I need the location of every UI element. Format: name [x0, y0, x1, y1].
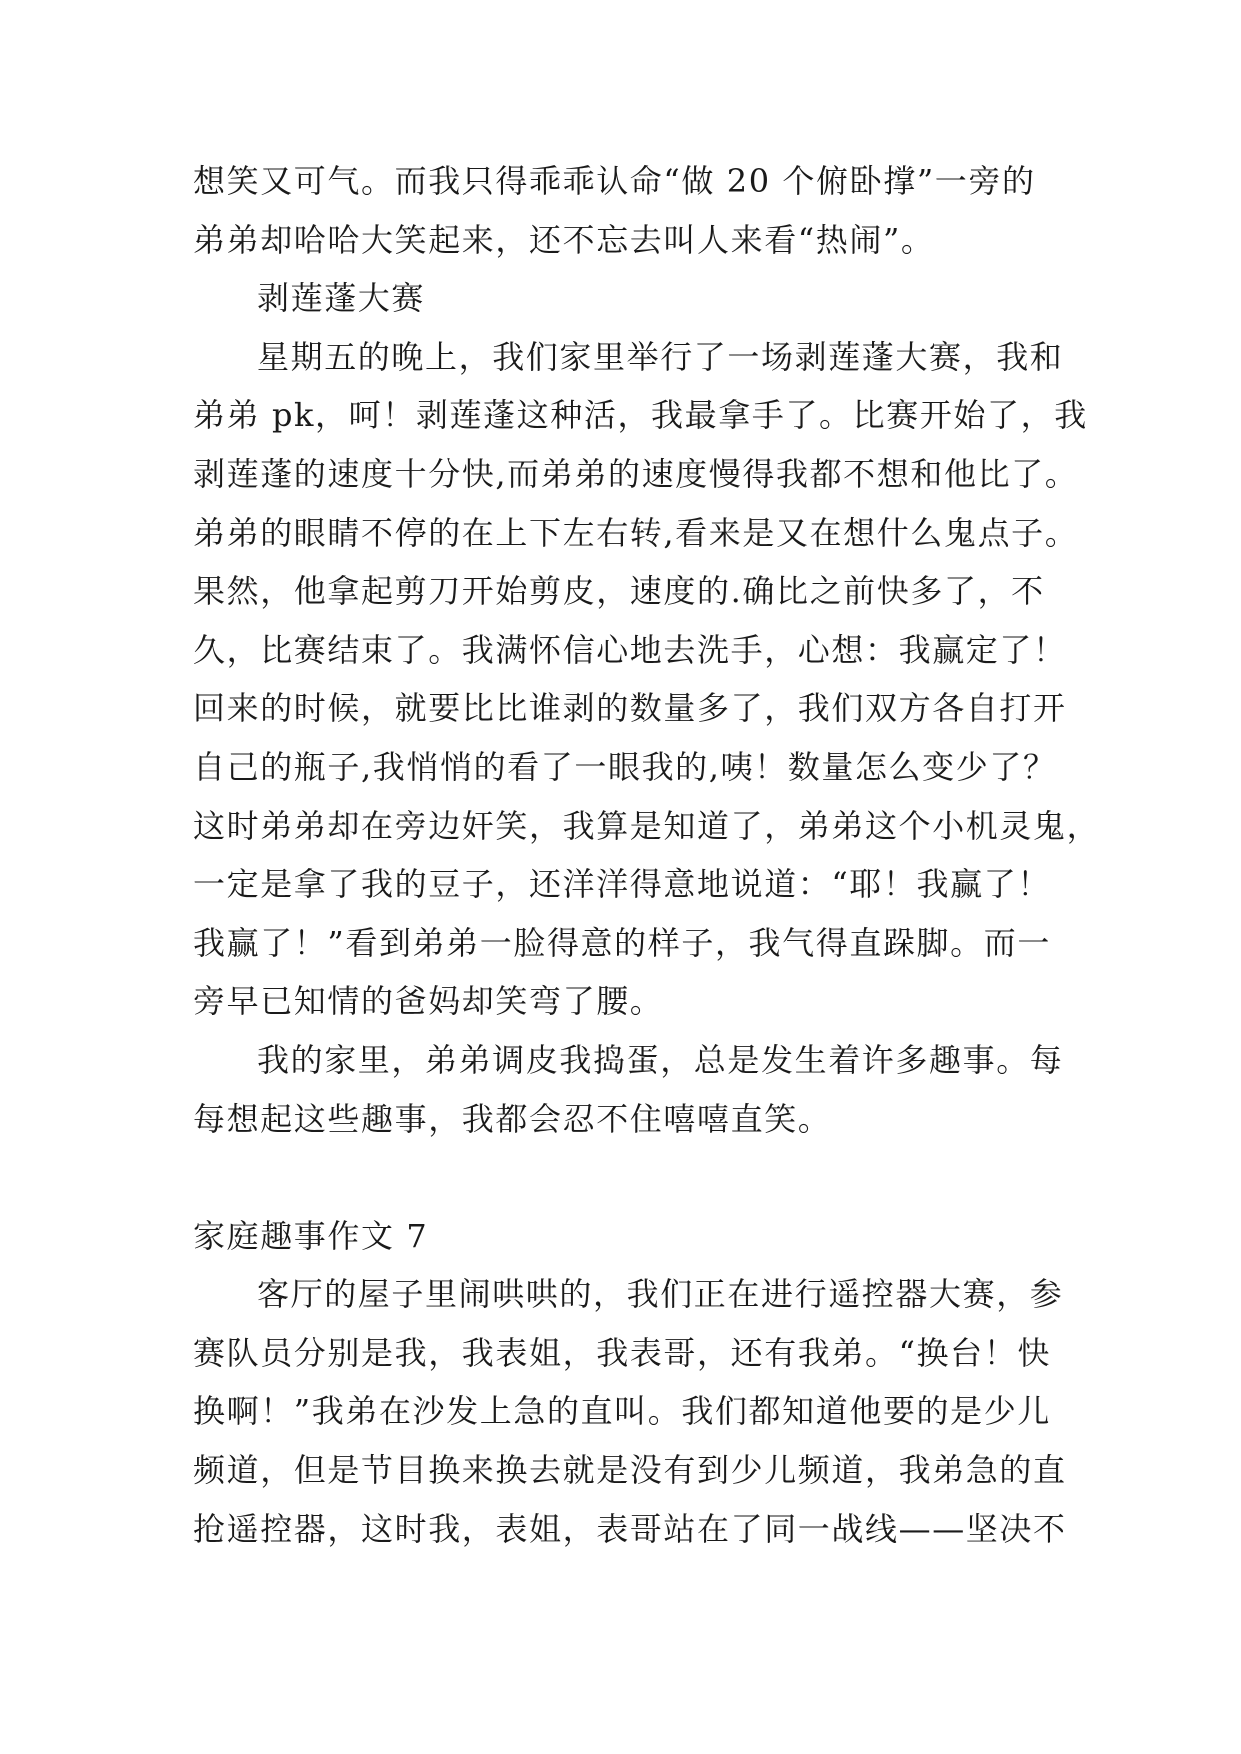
text-line: 每想起这些趣事，我都会忍不住嘻嘻直笑。 — [193, 1099, 832, 1138]
text-line: 一定是拿了我的豆子，还洋洋得意地说道：“耶！我赢了！ — [193, 865, 1051, 904]
text-line: 剥莲蓬大赛 — [257, 279, 426, 318]
text-line: 旁早已知情的爸妈却笑弯了腰。 — [193, 982, 664, 1021]
text-line: 频道，但是节目换来换去就是没有到少儿频道，我弟急的直 — [193, 1451, 1067, 1490]
text-line: 弟弟 pk，呵！剥莲蓬这种活，我最拿手了。比赛开始了，我 — [193, 396, 1088, 435]
text-line: 久，比赛结束了。我满怀信心地去洗手，心想：我赢定了！ — [193, 630, 1067, 669]
text-line: 客厅的屋子里闹哄哄的，我们正在进行遥控器大赛，参 — [257, 1275, 1064, 1314]
document-body — [193, 152, 1101, 1558]
text-line: 我赢了！”看到弟弟一脸得意的样子，我气得直跺脚。而一 — [193, 923, 1051, 962]
text-line: 这时弟弟却在旁边奸笑，我算是知道了，弟弟这个小机灵鬼， — [193, 806, 1101, 845]
text-line: 赛队员分别是我，我表姐，我表哥，还有我弟。“换台！快 — [193, 1333, 1051, 1372]
text-line: 我的家里，弟弟调皮我捣蛋，总是发生着许多趣事。每 — [257, 1040, 1064, 1079]
text-line: 家庭趣事作文 7 — [193, 1216, 429, 1255]
text-line: 抢遥控器，这时我，表姐，表哥站在了同一战线——坚决不 — [193, 1509, 1067, 1548]
text-line: 果然，他拿起剪刀开始剪皮，速度的.确比之前快多了，不 — [193, 572, 1045, 611]
text-line: 换啊！”我弟在沙发上急的直叫。我们都知道他要的是少儿 — [193, 1392, 1051, 1431]
blank-line — [193, 1148, 1053, 1207]
text-line: 弟弟的眼睛不停的在上下左右转,看来是又在想什么鬼点子。 — [193, 513, 1079, 552]
text-line: 自己的瓶子,我悄悄的看了一眼我的,咦！数量怎么变少了？ — [193, 747, 1057, 786]
text-line: 星期五的晚上，我们家里举行了一场剥莲蓬大赛，我和 — [257, 337, 1064, 376]
text-line: 弟弟却哈哈大笑起来，还不忘去叫人来看“热闹”。 — [193, 220, 935, 259]
text-line: 回来的时候，就要比比谁剥的数量多了，我们双方各自打开 — [193, 689, 1067, 728]
text-line: 剥莲蓬的速度十分快,而弟弟的速度慢得我都不想和他比了。 — [193, 454, 1079, 493]
text-line: 想笑又可气。而我只得乖乖认命“做 20 个俯卧撑”一旁的 — [193, 162, 1036, 200]
